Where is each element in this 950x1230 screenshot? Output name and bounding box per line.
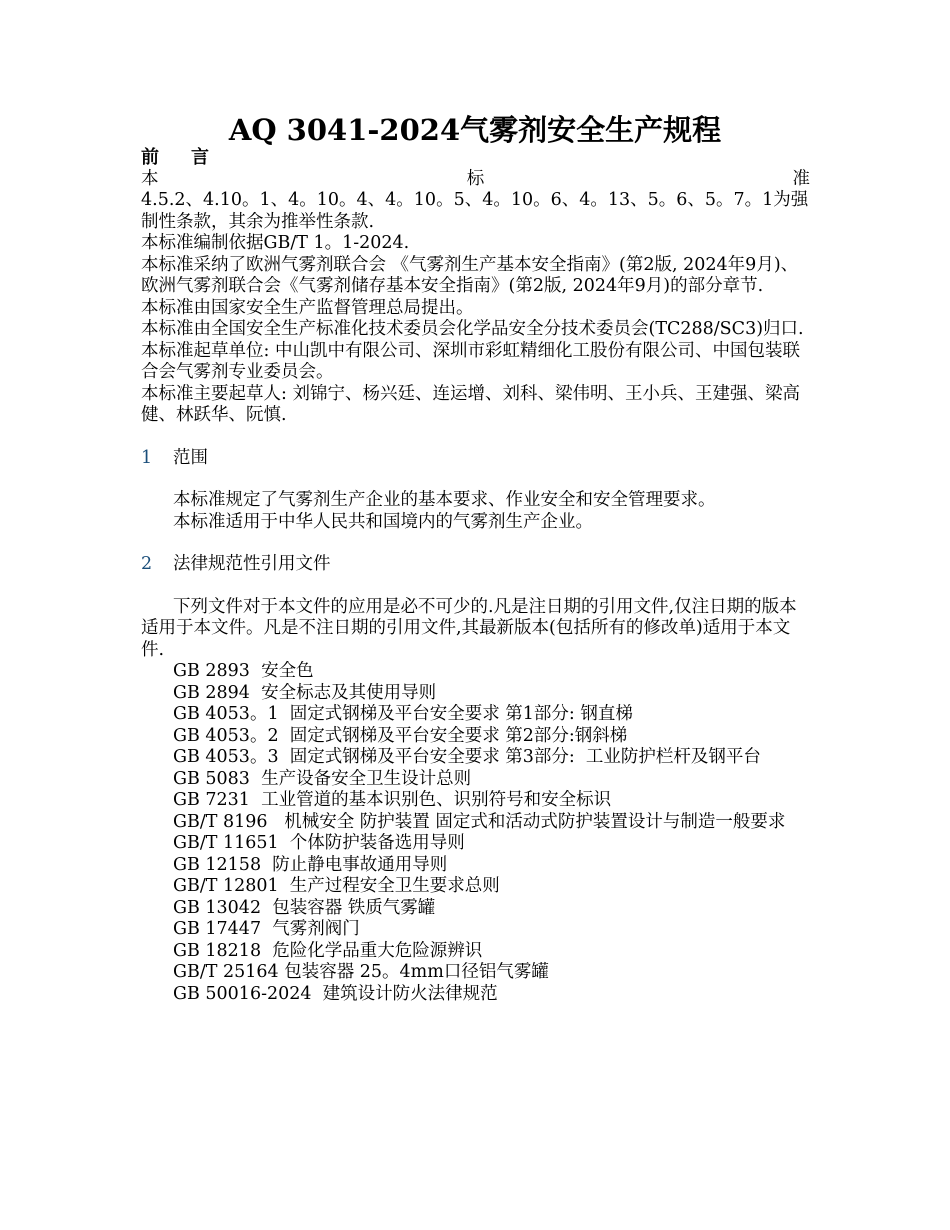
foreword-line1 bbox=[141, 169, 810, 191]
section1-paragraph-1: 本标准规定了气雾剂生产企业的基本要求、作业安全和安全管理要求。 bbox=[173, 490, 716, 510]
reference-item: GB/T 12801 生产过程安全卫生要求总则 bbox=[173, 876, 500, 896]
foreword-committee: 本标准由全国安全生产标准化技术委员会化学品安全分技术委员会(TC288/SC3)归口. bbox=[141, 319, 804, 339]
foreword-drafting-units: 本标准起草单位: 中山凯中有限公司、深圳市彩虹精细化工股份有限公司、中国包装联合会气雾剂专业委员会。 bbox=[141, 340, 800, 382]
document-body bbox=[141, 147, 810, 1005]
foreword-line1-part-1: 本 bbox=[141, 168, 159, 189]
document-title: AQ 3041-2024气雾剂安全生产规程 bbox=[228, 113, 722, 147]
reference-item: GB 50016-2024 建筑设计防火法律规范 bbox=[173, 983, 498, 1004]
foreword-line1-part-3: 准 bbox=[792, 168, 810, 189]
foreword-adoption: 本标准采纳了欧洲气雾剂联合会 《气雾剂生产基本安全指南》(第2版, 2024年9月)、欧洲气雾剂联合会《气雾剂储存基本安全指南》(第2版, 2024年9月)的部分章节. bbox=[141, 254, 799, 296]
section2-title: 法律规范性引用文件 bbox=[173, 554, 331, 574]
foreword-heading-char-1: 前 bbox=[141, 147, 159, 168]
reference-item: GB/T 25164 包装容器 25。4mm口径铝气雾罐 bbox=[173, 962, 549, 982]
reference-item: GB 4053。3 固定式钢梯及平台安全要求 第3部分: 工业防护栏杆及钢平台 bbox=[173, 747, 761, 767]
foreword-heading-char-2: 言 bbox=[191, 147, 209, 168]
reference-item: GB 13042 包装容器 铁质气雾罐 bbox=[173, 897, 436, 918]
reference-item: GB 12158 防止静电事故通用导则 bbox=[173, 854, 448, 875]
section2-heading bbox=[141, 554, 810, 576]
reference-item: GB 18218 危险化学品重大危险源辨识 bbox=[173, 940, 483, 961]
foreword-drafters: 本标准主要起草人: 刘锦宁、杨兴廷、连运增、刘科、梁伟明、王小兵、王建强、梁高健、林跃华、阮慎. bbox=[141, 383, 800, 425]
section1-number: 1 bbox=[141, 447, 153, 468]
foreword-clauses: 4.5.2、4.10。1、4。10。4、4。10。5、4。10。6、4。13、5。6、5。7。1为强制性条款，其余为推举性条款. bbox=[141, 190, 809, 232]
section2-intro: 下列文件对于本文件的应用是必不可少的.凡是注日期的引用文件,仅注日期的版本适用于本文件。凡是不注日期的引用文件,其最新版本(包括所有的修改单)适用于本文件. bbox=[141, 596, 797, 660]
reference-item: GB 2893 安全色 bbox=[173, 661, 314, 681]
reference-item: GB 4053。2 固定式钢梯及平台安全要求 第2部分:钢斜梯 bbox=[173, 725, 628, 746]
reference-item: GB/T 11651 个体防护装备选用导则 bbox=[173, 833, 465, 853]
reference-item: GB 17447 气雾剂阀门 bbox=[173, 919, 360, 939]
reference-item: GB 2894 安全标志及其使用导则 bbox=[173, 682, 437, 703]
reference-item: GB 5083 生产设备安全卫生设计总则 bbox=[173, 768, 472, 789]
foreword-basis: 本标准编制依据GB/T 1。1-2024. bbox=[141, 233, 410, 253]
section1-title: 范围 bbox=[173, 447, 208, 468]
reference-item: GB/T 8196 机械安全 防护装置 固定式和活动式防护装置设计与制造一般要求 bbox=[173, 811, 786, 832]
foreword-proposer: 本标准由国家安全生产监督管理总局提出。 bbox=[141, 297, 474, 318]
foreword-line1-part-2: 标 bbox=[466, 168, 485, 189]
section2-number: 2 bbox=[141, 554, 153, 574]
reference-item: GB 4053。1 固定式钢梯及平台安全要求 第1部分: 钢直梯 bbox=[173, 704, 633, 724]
reference-item: GB 7231 工业管道的基本识别色、识别符号和安全标识 bbox=[173, 790, 612, 810]
section1-paragraph-2: 本标准适用于中华人民共和国境内的气雾剂生产企业。 bbox=[173, 511, 593, 532]
section1-heading bbox=[141, 448, 810, 470]
foreword-heading bbox=[141, 147, 810, 169]
